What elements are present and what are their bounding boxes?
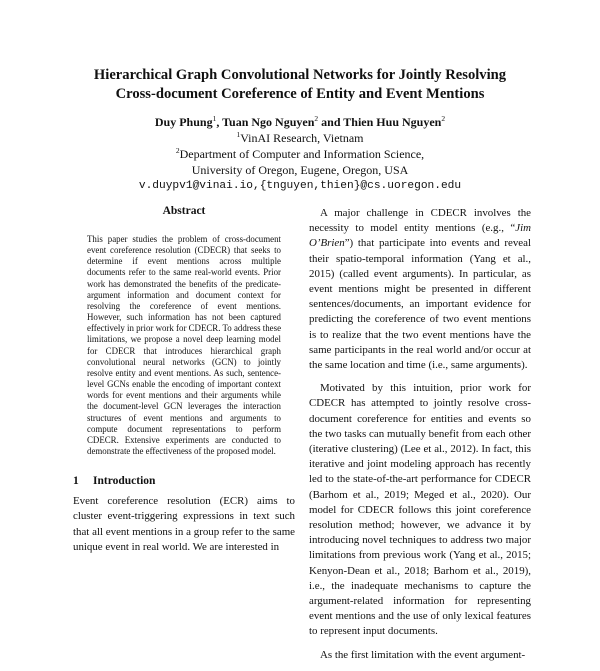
abstract-heading: Abstract — [162, 205, 206, 217]
section-title: Introduction — [93, 475, 156, 488]
left-column — [73, 204, 295, 555]
affiliation-2-line-1: Department of Computer and Information Science, — [179, 147, 425, 161]
author-separator-and: and — [318, 115, 344, 129]
paragraph-first-limitation: As the first limitation with the event argument- — [320, 648, 526, 661]
right-column — [309, 206, 531, 671]
author-2-affiliation-mark: 2 — [314, 114, 319, 123]
example-entity-mention: Jim O’Brien — [309, 222, 531, 250]
section-heading-introduction — [73, 474, 295, 488]
introduction-paragraph: Event coreference resolution (ECR) aims to cluster event-triggering expressions in text such that all event mentions in a group refer to the same unique event in real world. We are interested in — [73, 495, 295, 553]
affiliation-2-line-2: University of Oregon, Eugene, Oregon, USA — [191, 163, 409, 177]
paper-title — [40, 66, 560, 104]
section-number: 1 — [73, 475, 79, 488]
affiliation-1-mark: 1 — [236, 130, 241, 139]
author-2-name: Tuan Ngo Nguyen — [222, 115, 315, 129]
affiliation-1-text: VinAI Research, Vietnam — [240, 131, 364, 145]
affiliation-2-mark: 2 — [175, 146, 180, 155]
abstract-text: This paper studies the problem of cross-document event coreference resolution (CDECR) that seeks to determine if event mentions across multiple documents refer to the same real-world events. Prior work has demonstrated the benefits of the predicate-argument information and document context for resolving the coreference of event mentions. However, such information has not been captured effectively in prior work for CDECR. To address these limitations, we propose a novel deep learning model for CDECR that introduces hierarchical graph convolutional neural networks (GCN) to jointly resolve entity and event mentions. As such, sentence-level GCNs enable the encoding of important context words for event mentions and their arguments while the document-level GCN leverages the interaction structures of event mentions and arguments to compute document representations to perform CDECR. Extensive experiments are conducted to demonstrate the effectiveness of the proposed model. — [87, 234, 282, 456]
author-block — [40, 114, 560, 194]
author-emails: v.duypv1@vinai.io,{tnguyen,thien}@cs.uoregon.edu — [138, 180, 462, 192]
paragraph-challenge — [309, 206, 531, 373]
author-1-affiliation-mark: 1 — [212, 114, 217, 123]
author-1-name: Duy Phung — [154, 115, 213, 129]
title-line-2: Cross-document Coreference of Entity and Event Mentions — [115, 86, 485, 102]
author-names — [40, 114, 560, 130]
title-line-1: Hierarchical Graph Convolutional Networks for Jointly Resolving — [93, 67, 507, 83]
author-3-name: Thien Huu Nguyen — [343, 115, 442, 129]
author-separator: , — [216, 115, 223, 129]
affiliation-2 — [40, 146, 560, 162]
paragraph-motivation: Motivated by this intuition, prior work for CDECR has attempted to jointly resolve cross-document coreference for entities and events so the two tasks can mutually benefit from each other (iterative clustering) (Lee et al., 2012). In fact, this iterative and joint modeling approach has recently led to the state-of-the-art performance for CDECR (Barhom et al., 2019; Meged et al., 2020). Our model for CDECR follows this joint coreference resolution method; however, we advance it by introducing novel techniques to address two major limitations from previous work (Yang et al., 2015; Kenyon-Dean et al., 2018; Barhom et al., 2019), i.e., the inadequate mechanisms to capture the argument-related information for representing event mentions and the use of only lexical features to represent input documents. — [309, 382, 531, 638]
paragraph-challenge-text-b: ”) that participate into events and reveal their spatio-temporal information (Yang et al., 2015) (called event arguments). In particular, as event mentions might be presented in different sentences/documents, an important evidence for predicting the coreference of two event mentions is to realize that the two event mentions have the same participants in the real world and/or occur at the same location and time (i.e., same arguments). — [309, 237, 531, 372]
author-3-affiliation-mark: 2 — [441, 114, 446, 123]
paragraph-challenge-text-a: A major challenge in CDECR involves the necessity to model entity mentions (e.g., “ — [309, 207, 531, 235]
affiliation-1 — [40, 130, 560, 146]
